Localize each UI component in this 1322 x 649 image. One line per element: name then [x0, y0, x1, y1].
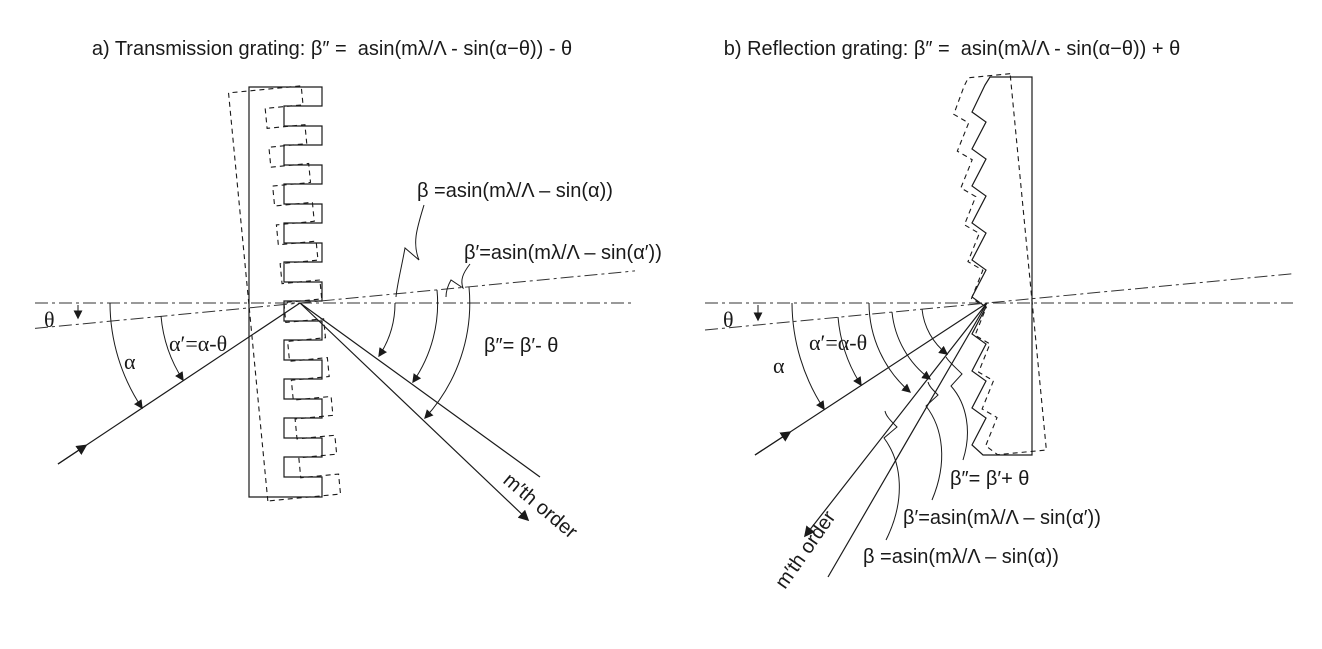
beta-prime-equation-label: β′=asin(mλ/Λ – sin(α′)): [903, 507, 1101, 529]
alpha-prime-label: α′=α-θ: [169, 331, 228, 356]
beta-prime-arc: [413, 290, 438, 382]
mth-order-label: m′th order: [498, 468, 582, 544]
transmission-grating-diagram: [35, 86, 662, 544]
beta-arc: [869, 303, 910, 392]
beta-equation-label: β =asin(mλ/Λ – sin(α)): [863, 546, 1059, 568]
beta-prime-label-leader: [926, 382, 942, 500]
alpha-label: α: [124, 349, 136, 374]
mth-order-label: m′th order: [771, 507, 841, 593]
incident-ray: [58, 303, 300, 464]
alpha-prime-label: α′=α-θ: [809, 330, 868, 355]
alpha-label: α: [773, 353, 785, 378]
beta-label-leader: [396, 205, 424, 297]
beta-equation-label: β =asin(mλ/Λ – sin(α)): [417, 180, 613, 202]
beta-dprime-label-leader: [946, 357, 967, 460]
beta-prime-equation-label: β′=asin(mλ/Λ – sin(α′)): [464, 242, 662, 264]
tilted-normal-axis: [35, 271, 635, 329]
incident-ray-arrow: [58, 445, 86, 464]
reflection-grating-diagram: [705, 74, 1293, 593]
beta-arc: [379, 303, 395, 356]
right-diagram-title: b) Reflection grating: β″ = asin(mλ/Λ - sin(α−θ)) + θ: [723, 38, 1181, 60]
beta-dprime-equation-label: β″= β′- θ: [484, 335, 559, 357]
beta-dprime-equation-label: β″= β′+ θ: [950, 468, 1030, 490]
beta-prime-label-leader: [446, 264, 470, 297]
grating-profile-solid: [972, 77, 1032, 455]
left-diagram-title: a) Transmission grating: β″ = asin(mλ/Λ - sin(α−θ)) - θ: [91, 38, 573, 60]
theta-label: θ: [44, 307, 55, 332]
incident-ray-arrow: [755, 432, 790, 455]
theta-label: θ: [723, 307, 734, 332]
grating-profile-solid: [249, 87, 322, 497]
